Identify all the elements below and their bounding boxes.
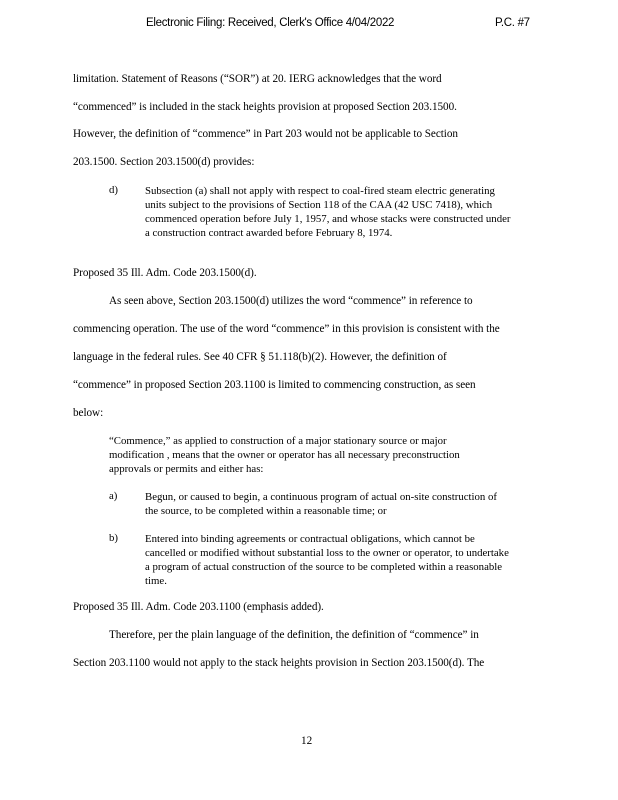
- paragraph-1-line-3: However, the definition of “commence” in Part 203 would not be applicable to Section: [73, 128, 458, 140]
- filing-header: Electronic Filing: Received, Clerk's Office 4/04/2022: [146, 17, 395, 29]
- page-number: 12: [301, 735, 313, 747]
- paragraph-1-line-2: “commenced” is included in the stack heights provision at proposed Section 203.1500.: [73, 101, 457, 113]
- quote-2-intro: “Commence,” as applied to construction of a major stationary source or major modification , means that the owner or operator has all necessary preconstruction approvals or permits and either has:: [109, 435, 460, 475]
- paragraph-2-line-2: commencing operation. The use of the word “commence” in this provision is consistent with the: [73, 323, 500, 335]
- paragraph-2-line-3: language in the federal rules. See 40 CFR § 51.118(b)(2). However, the definition of: [73, 351, 447, 363]
- quote-2-b-text: Entered into binding agreements or contractual obligations, which cannot be cancelled or modified without substantial loss to the owner or operator, to undertake a program of actual construction of the source to be completed within a reasonable time.: [145, 533, 509, 587]
- paragraph-2-line-4: “commence” in proposed Section 203.1100 is limited to commencing construction, as seen: [73, 379, 476, 391]
- paragraph-1-line-1: limitation. Statement of Reasons (“SOR”) at 20. IERG acknowledges that the word: [73, 73, 442, 85]
- paragraph-1-line-4: 203.1500. Section 203.1500(d) provides:: [73, 156, 255, 168]
- paragraph-3-line-2: Section 203.1100 would not apply to the stack heights provision in Section 203.1500(d). The: [73, 657, 485, 669]
- quote-2-a-marker: a): [109, 490, 118, 502]
- quote-1-text: Subsection (a) shall not apply with respect to coal-fired steam electric generating units subject to the provisions of Section 118 of the CAA (42 USC 7418), which commenced operation before July 1, 1957, and whose stacks were constructed under a construction contract awarded before February 8, 1974.: [145, 185, 511, 239]
- paragraph-2-line-5: below:: [73, 407, 104, 419]
- public-comment-number: P.C. #7: [495, 17, 530, 29]
- quote-2-b-marker: b): [109, 532, 118, 544]
- quote-1-marker: d): [109, 184, 118, 196]
- paragraph-3-line-1: Therefore, per the plain language of the definition, the definition of “commence” in: [109, 629, 479, 641]
- citation-1: Proposed 35 Ill. Adm. Code 203.1500(d).: [73, 267, 257, 279]
- paragraph-2-line-1: As seen above, Section 203.1500(d) utilizes the word “commence” in reference to: [109, 295, 473, 307]
- citation-2: Proposed 35 Ill. Adm. Code 203.1100 (emphasis added).: [73, 601, 324, 613]
- quote-2-a-text: Begun, or caused to begin, a continuous program of actual on-site construction of the source, to be completed within a reasonable time; or: [145, 491, 498, 517]
